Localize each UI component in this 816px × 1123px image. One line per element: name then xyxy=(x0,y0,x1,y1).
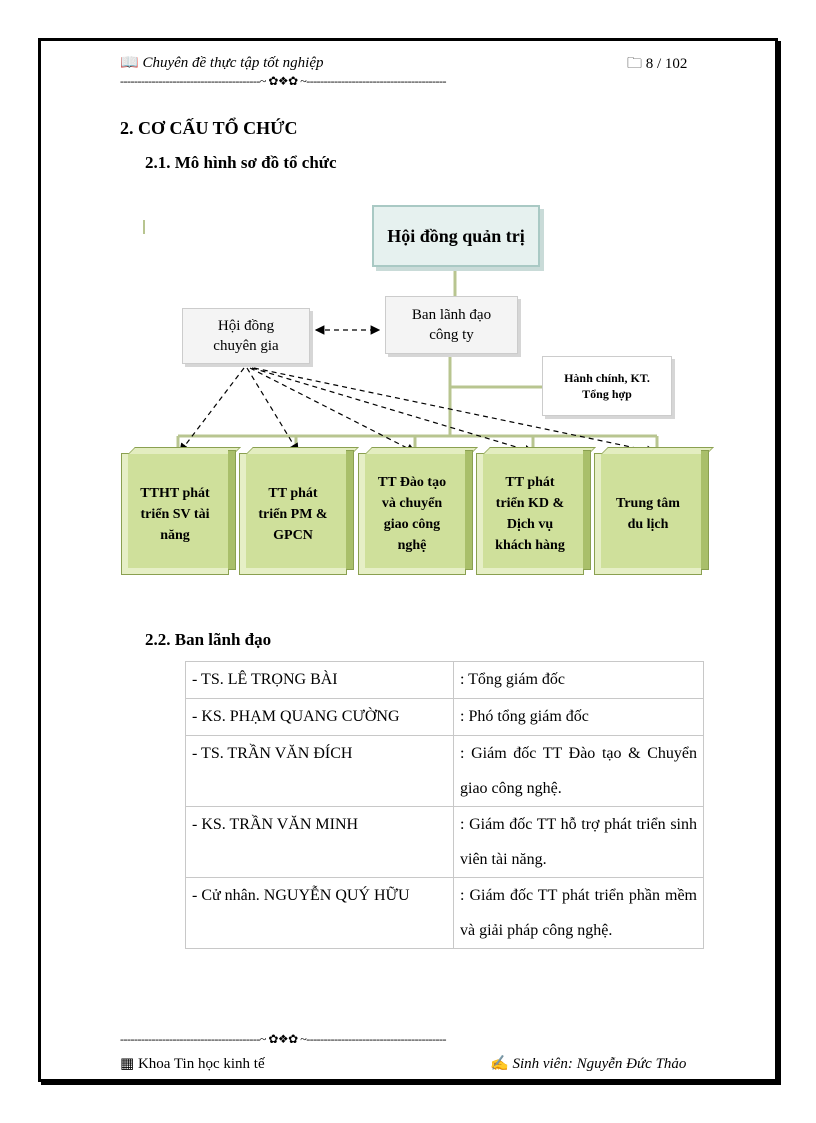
table-row xyxy=(186,878,704,949)
leader-role: : Giám đốc TT phát triển phần mềm và giải pháp công nghệ. xyxy=(454,878,704,949)
subsection-org-chart: 2.1. Mô hình sơ đồ tổ chức xyxy=(145,153,337,172)
building-icon: ▦ xyxy=(120,1056,135,1072)
leader-name: - TS. TRẦN VĂN ĐÍCH xyxy=(186,736,454,807)
org-unit-tourism: Trung tâm du lịch xyxy=(594,453,702,575)
org-unit-business: TT phát triển KD & Dịch vụ khách hàng xyxy=(476,453,584,575)
leader-role: : Tổng giám đốc xyxy=(454,662,704,699)
leader-name: - Cử nhân. NGUYỄN QUÝ HỮU xyxy=(186,878,454,949)
org-box-leadership: Ban lãnh đạo công ty xyxy=(385,296,518,354)
table-row xyxy=(186,662,704,699)
leadership-table xyxy=(185,661,704,949)
leader-name: - KS. PHẠM QUANG CƯỜNG xyxy=(186,699,454,736)
org-unit-talent: TTHT phát triển SV tài năng xyxy=(121,453,229,575)
org-box-admin: Hành chính, KT. Tổng hợp xyxy=(542,356,672,416)
page-number: 🗀 8 / 102 xyxy=(627,56,688,72)
table-row xyxy=(186,736,704,807)
book-icon: 📖 xyxy=(120,55,139,71)
leader-name: - KS. TRẦN VĂN MINH xyxy=(186,807,454,878)
leader-name: - TS. LÊ TRỌNG BÀI xyxy=(186,662,454,699)
leader-role: : Phó tổng giám đốc xyxy=(454,699,704,736)
org-box-board: Hội đồng quản trị xyxy=(372,205,540,267)
running-footer-faculty: ▦ Khoa Tin học kinh tế xyxy=(120,1056,265,1072)
leader-role: : Giám đốc TT hỗ trợ phát triển sinh viên tài năng. xyxy=(454,807,704,878)
table-row xyxy=(186,699,704,736)
org-box-experts: Hội đồng chuyên gia xyxy=(182,308,310,364)
folder-icon: 🗀 xyxy=(627,56,643,72)
org-unit-training: TT Đào tạo và chuyển giao công nghệ xyxy=(358,453,466,575)
org-unit-software: TT phát triển PM & GPCN xyxy=(239,453,347,575)
leader-role: : Giám đốc TT Đào tạo & Chuyển giao công nghệ. xyxy=(454,736,704,807)
running-footer-student: ✍ Sinh viên: Nguyễn Đức Thảo xyxy=(490,1056,687,1072)
subsection-leadership: 2.2. Ban lãnh đạo xyxy=(145,630,272,649)
section-heading: 2. CƠ CẤU TỔ CHỨC xyxy=(120,118,298,138)
table-row xyxy=(186,807,704,878)
pen-icon: ✍ xyxy=(490,1056,509,1072)
footer-divider: ----------------------------------------~ ✿❖✿ ~---------------------------------------- xyxy=(120,1032,447,1046)
running-header-title: 📖 Chuyên đề thực tập tốt nghiệp xyxy=(120,55,324,71)
header-divider: ----------------------------------------~ ✿❖✿ ~---------------------------------------- xyxy=(120,74,447,88)
